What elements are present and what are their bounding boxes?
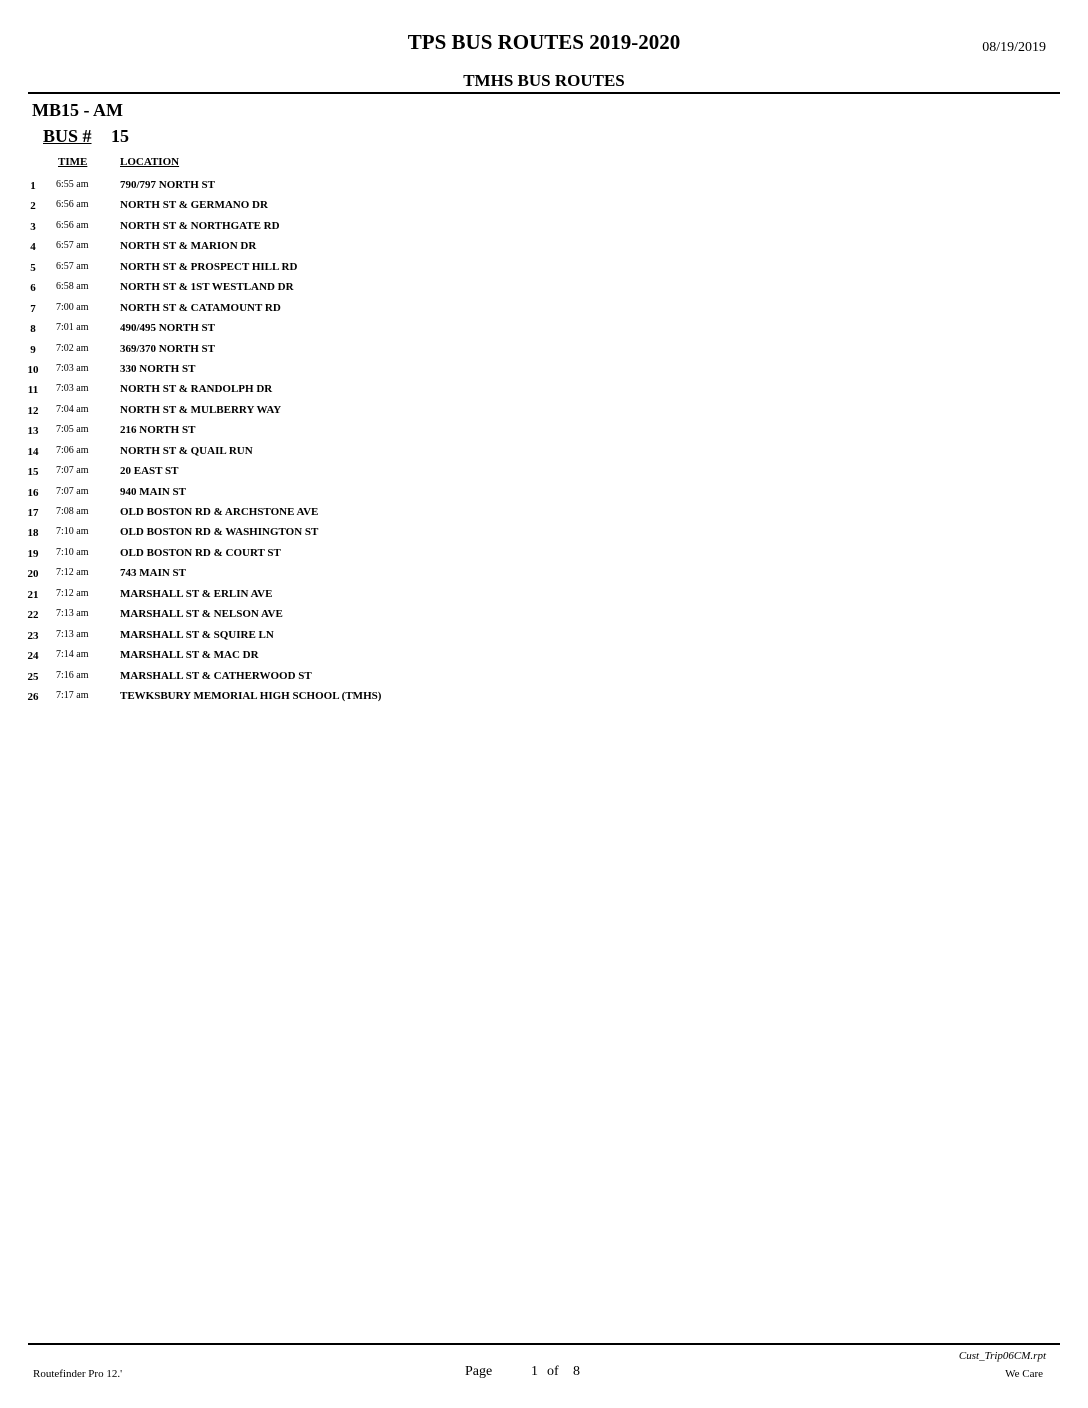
stop-time: 7:07 am — [56, 485, 89, 497]
report-file-name: Cust_Trip06CM.rpt — [958, 1350, 1046, 1362]
page-total: 8 — [573, 1364, 580, 1379]
stop-time: 7:12 am — [56, 587, 89, 599]
stop-number: 15 — [27, 466, 39, 479]
stop-row — [0, 502, 1088, 522]
stop-time: 7:12 am — [56, 567, 89, 579]
stop-row — [0, 359, 1088, 379]
stop-row — [0, 563, 1088, 583]
stop-location: 940 MAIN ST — [120, 485, 187, 498]
software-name: Routefinder Pro 12.' — [33, 1368, 123, 1380]
stop-location: NORTH ST & QUAIL RUN — [120, 444, 253, 457]
stop-row — [0, 379, 1088, 399]
stop-row — [0, 666, 1088, 686]
stop-number: 5 — [30, 261, 36, 274]
stop-row — [0, 420, 1088, 440]
stop-time: 7:13 am — [56, 628, 89, 640]
stop-location: 790/797 NORTH ST — [120, 179, 215, 191]
stop-number: 18 — [27, 527, 39, 540]
header-divider — [28, 92, 1060, 94]
stop-row — [0, 686, 1088, 706]
stop-number: 10 — [27, 363, 39, 376]
stop-time: 7:10 am — [56, 546, 89, 558]
stop-number: 19 — [27, 547, 39, 560]
stop-number: 17 — [27, 507, 39, 519]
bus-number-label: BUS # — [43, 126, 92, 146]
stop-row — [0, 522, 1088, 542]
time-column-header: TIME — [58, 156, 88, 168]
stop-row — [0, 277, 1088, 297]
stop-number: 2 — [30, 200, 36, 213]
stop-location: OLD BOSTON RD & ARCHSTONE AVE — [120, 506, 319, 518]
stop-time: 7:10 am — [56, 526, 89, 538]
stop-time: 6:56 am — [56, 219, 89, 231]
stop-location: MARSHALL ST & ERLIN AVE — [120, 587, 273, 600]
company-name: We Care — [1005, 1368, 1043, 1380]
report-title: TPS BUS ROUTES 2019-2020 — [407, 30, 681, 54]
report-date: 08/19/2019 — [982, 40, 1046, 55]
stop-number: 1 — [30, 180, 36, 192]
stop-row — [0, 216, 1088, 236]
stop-row — [0, 236, 1088, 256]
stop-time: 7:00 am — [56, 301, 89, 313]
stop-number: 12 — [27, 404, 39, 417]
stop-location: TEWKSBURY MEMORIAL HIGH SCHOOL (TMHS) — [120, 689, 382, 702]
stop-location: NORTH ST & GERMANO DR — [120, 199, 268, 212]
page-of-label: of — [547, 1364, 559, 1379]
stop-time: 7:01 am — [56, 322, 89, 334]
stop-location: NORTH ST & MARION DR — [120, 240, 257, 253]
stop-location: MARSHALL ST & CATHERWOOD ST — [120, 669, 312, 682]
stop-row — [0, 625, 1088, 645]
stop-row — [0, 604, 1088, 624]
stop-location: NORTH ST & CATAMOUNT RD — [120, 301, 281, 314]
stop-time: 7:03 am — [56, 362, 89, 374]
stop-row — [0, 257, 1088, 277]
stop-number: 4 — [30, 241, 36, 254]
page-number: 1 — [531, 1364, 538, 1379]
stop-time: 7:08 am — [56, 506, 89, 517]
stop-location: NORTH ST & RANDOLPH DR — [120, 383, 273, 396]
stop-time: 7:02 am — [56, 342, 89, 354]
stops-list — [0, 175, 1088, 706]
stop-row — [0, 482, 1088, 502]
stop-row — [0, 645, 1088, 665]
stop-number: 13 — [27, 425, 39, 438]
stop-location: 743 MAIN ST — [120, 567, 187, 580]
stop-location: NORTH ST & MULBERRY WAY — [120, 403, 282, 416]
stop-location: NORTH ST & 1ST WESTLAND DR — [120, 281, 294, 294]
stop-time: 6:58 am — [56, 281, 89, 293]
footer-divider — [28, 1343, 1060, 1345]
stop-number: 26 — [27, 690, 39, 703]
stop-location: NORTH ST & NORTHGATE RD — [120, 219, 280, 232]
stop-time: 7:06 am — [56, 444, 89, 456]
stop-row — [0, 461, 1088, 481]
stop-number: 22 — [27, 609, 39, 622]
stop-location: 330 NORTH ST — [120, 362, 196, 375]
location-column-header: LOCATION — [120, 156, 180, 168]
stop-number: 21 — [27, 588, 39, 601]
stop-number: 9 — [30, 343, 36, 356]
stop-time: 7:07 am — [56, 465, 89, 477]
bus-number-value: 15 — [111, 126, 129, 146]
stop-time: 7:17 am — [56, 689, 89, 701]
stop-location: 20 EAST ST — [120, 465, 179, 478]
stop-number: 6 — [30, 282, 36, 295]
stop-location: MARSHALL ST & NELSON AVE — [120, 608, 283, 621]
stop-time: 6:55 am — [56, 179, 89, 190]
stop-time: 7:16 am — [56, 669, 89, 681]
stop-row — [0, 400, 1088, 420]
stop-time: 6:57 am — [56, 260, 89, 272]
stop-number: 11 — [27, 384, 39, 397]
stop-time: 6:57 am — [56, 240, 89, 252]
stop-time: 7:04 am — [56, 403, 89, 415]
stop-location: OLD BOSTON RD & WASHINGTON ST — [120, 526, 319, 539]
stop-row — [0, 543, 1088, 563]
stop-location: 490/495 NORTH ST — [120, 322, 215, 335]
stop-time: 7:05 am — [56, 424, 89, 436]
stop-number: 20 — [27, 568, 39, 581]
stop-number: 16 — [27, 486, 39, 499]
stop-time: 7:13 am — [56, 608, 89, 620]
stop-time: 7:14 am — [56, 649, 89, 661]
page-label: Page — [465, 1364, 493, 1379]
stop-time: 6:56 am — [56, 199, 89, 211]
stop-number: 23 — [27, 629, 39, 642]
stop-row — [0, 175, 1088, 195]
stop-location: MARSHALL ST & MAC DR — [120, 649, 259, 662]
stop-number: 25 — [27, 670, 39, 683]
stop-time: 7:03 am — [56, 383, 89, 395]
stop-row — [0, 339, 1088, 359]
stop-number: 3 — [30, 220, 36, 233]
route-name: MB15 - AM — [32, 100, 123, 120]
stop-location: NORTH ST & PROSPECT HILL RD — [120, 260, 298, 273]
stop-number: 8 — [30, 323, 36, 336]
stop-row — [0, 298, 1088, 318]
stop-location: 369/370 NORTH ST — [120, 342, 215, 355]
stop-row — [0, 195, 1088, 215]
stop-number: 7 — [30, 302, 36, 315]
stop-row — [0, 318, 1088, 338]
stop-location: 216 NORTH ST — [120, 424, 196, 437]
stop-location: OLD BOSTON RD & COURT ST — [120, 546, 281, 559]
stop-number: 24 — [27, 650, 39, 663]
stop-number: 14 — [27, 445, 39, 458]
stop-row — [0, 584, 1088, 604]
report-subtitle: TMHS BUS ROUTES — [463, 71, 625, 90]
stop-location: MARSHALL ST & SQUIRE LN — [120, 628, 274, 641]
stop-row — [0, 441, 1088, 461]
